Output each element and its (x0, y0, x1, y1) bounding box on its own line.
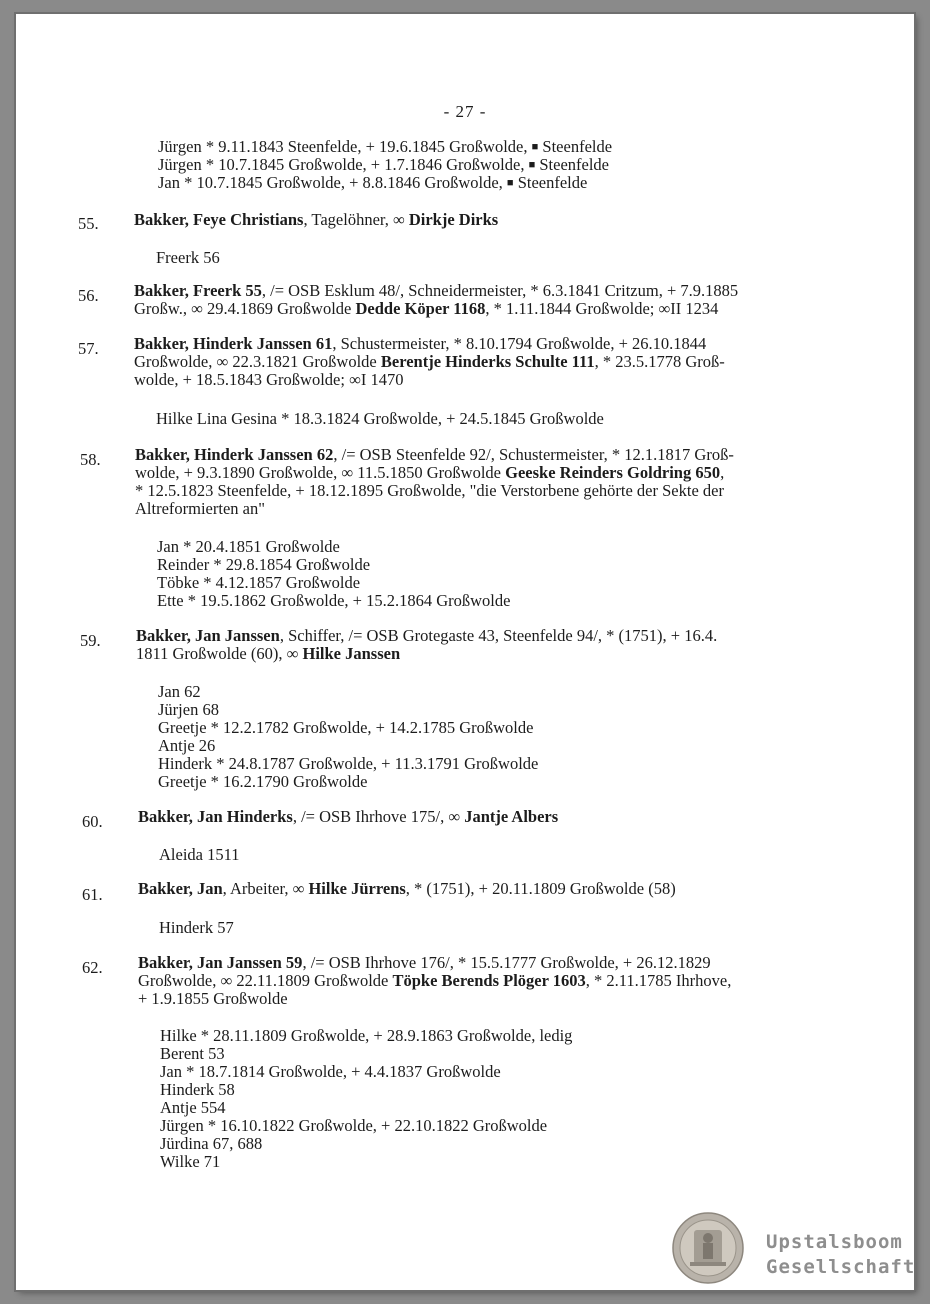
child-line: Hinderk * 24.8.1787 Großwolde, + 11.3.1791 Großwolde (158, 754, 539, 773)
entry-number: 55. (78, 214, 99, 233)
page-number: - 27 - (443, 102, 487, 121)
entry-text (134, 335, 834, 389)
child-line: Jürjen 68 (158, 700, 219, 719)
entry-line: Großw., ∞ 29.4.1869 Großwolde Dedde Köper 1168, * 1.11.1844 Großwolde; ∞II 1234 (134, 299, 719, 318)
entry-number: 61. (82, 885, 103, 904)
child-line: Hilke * 28.11.1809 Großwolde, + 28.9.1863 Großwolde, ledig (160, 1026, 573, 1045)
entry-line: Bakker, Hinderk Janssen 61, Schustermeister, * 8.10.1794 Großwolde, + 26.10.1844 (134, 334, 707, 353)
entry-line: Bakker, Freerk 55, /= OSB Esklum 48/, Schneidermeister, * 6.3.1841 Critzum, + 7.9.1885 (134, 281, 739, 300)
entry-line: Bakker, Hinderk Janssen 62, /= OSB Steenfelde 92/, Schustermeister, * 12.1.1817 Groß- (135, 445, 734, 464)
child-line: Freerk 56 (156, 248, 220, 267)
entry-number: 60. (82, 812, 103, 831)
entry-line: Großwolde, ∞ 22.3.1821 Großwolde Berentje Hinderks Schulte 111, * 23.5.1778 Groß- (134, 352, 725, 371)
entry-children (156, 410, 604, 428)
entry-line: + 1.9.1855 Großwolde (138, 989, 288, 1008)
entry-children (157, 538, 510, 610)
child-line: Berent 53 (160, 1044, 225, 1063)
child-line: Jan * 18.7.1814 Großwolde, + 4.4.1837 Großwolde (160, 1062, 501, 1081)
child-line: Jan * 10.7.1845 Großwolde, + 8.8.1846 Großwolde, ■ Steenfelde (158, 173, 588, 192)
entry-line: Bakker, Jan, Arbeiter, ∞ Hilke Jürrens, * (1751), + 20.11.1809 Großwolde (58) (138, 879, 676, 898)
child-line: Töbke * 4.12.1857 Großwolde (157, 573, 361, 592)
entry-line: Bakker, Jan Hinderks, /= OSB Ihrhove 175/, ∞ Jantje Albers (138, 807, 559, 826)
entry-line: * 12.5.1823 Steenfelde, + 18.12.1895 Großwolde, "die Verstorbene gehörte der Sekte der (135, 481, 724, 500)
child-line: Jürgen * 10.7.1845 Großwolde, + 1.7.1846 Großwolde, ■ Steenfelde (158, 155, 610, 174)
document-page (16, 14, 914, 1290)
child-line: Greetje * 12.2.1782 Großwolde, + 14.2.1785 Großwolde (158, 718, 534, 737)
entry-text (136, 627, 836, 663)
child-line: Ette * 19.5.1862 Großwolde, + 15.2.1864 Großwolde (157, 591, 511, 610)
child-line: Jürgen * 9.11.1843 Steenfelde, + 19.6.1845 Großwolde, ■ Steenfelde (158, 137, 613, 156)
entry-line: Bakker, Feye Christians, Tagelöhner, ∞ Dirkje Dirks (134, 210, 499, 229)
entry-line: wolde, + 9.3.1890 Großwolde, ∞ 11.5.1850 Großwolde Geeske Reinders Goldring 650, (135, 463, 725, 482)
entry-line: Großwolde, ∞ 22.11.1809 Großwolde Töpke Berends Plöger 1603, * 2.11.1785 Ihrhove, (138, 971, 732, 990)
entry-number: 59. (80, 631, 101, 650)
entry-line: wolde, + 18.5.1843 Großwolde; ∞I 1470 (134, 370, 404, 389)
child-line: Antje 554 (160, 1098, 226, 1117)
entry-children (159, 919, 234, 937)
child-line: Jürgen * 16.10.1822 Großwolde, + 22.10.1822 Großwolde (160, 1116, 548, 1135)
entry-text (138, 808, 838, 826)
entry-text (134, 282, 874, 318)
entry-line: Bakker, Jan Janssen 59, /= OSB Ihrhove 176/, * 15.5.1777 Großwolde, + 26.12.1829 (138, 953, 711, 972)
child-line: Jan 62 (158, 682, 201, 701)
entry-children (159, 846, 240, 864)
entry-line: 1811 Großwolde (60), ∞ Hilke Janssen (136, 644, 401, 663)
entry-children (158, 683, 538, 791)
entry-line: Bakker, Jan Janssen, Schiffer, /= OSB Grotegaste 43, Steenfelde 94/, * (1751), + 16.4. (136, 626, 718, 645)
entry-children (156, 249, 220, 267)
child-line: Jürdina 67, 688 (160, 1134, 263, 1153)
entry-number: 56. (78, 286, 99, 305)
entry-text (138, 880, 838, 898)
child-line: Wilke 71 (160, 1152, 221, 1171)
child-line: Jan * 20.4.1851 Großwolde (157, 537, 340, 556)
child-line: Reinder * 29.8.1854 Großwolde (157, 555, 371, 574)
entry-number: 57. (78, 339, 99, 358)
child-line: Hinderk 58 (160, 1080, 235, 1099)
entry-line: Altreformierten an" (135, 499, 265, 518)
entry-text (134, 211, 834, 229)
entry-children (160, 1027, 572, 1171)
society-seal-icon (672, 1212, 744, 1284)
child-line: Hinderk 57 (159, 918, 234, 937)
entry-text (135, 446, 835, 518)
child-line: Aleida 1511 (159, 845, 240, 864)
entry-text (138, 954, 838, 1008)
entry-number: 58. (80, 450, 101, 469)
top-children (158, 138, 612, 192)
society-logo-text: Upstalsboom Gesellschaft (766, 1231, 916, 1278)
child-line: Hilke Lina Gesina * 18.3.1824 Großwolde, + 24.5.1845 Großwolde (156, 409, 604, 428)
child-line: Greetje * 16.2.1790 Großwolde (158, 772, 368, 791)
entry-number: 62. (82, 958, 103, 977)
child-line: Antje 26 (158, 736, 216, 755)
